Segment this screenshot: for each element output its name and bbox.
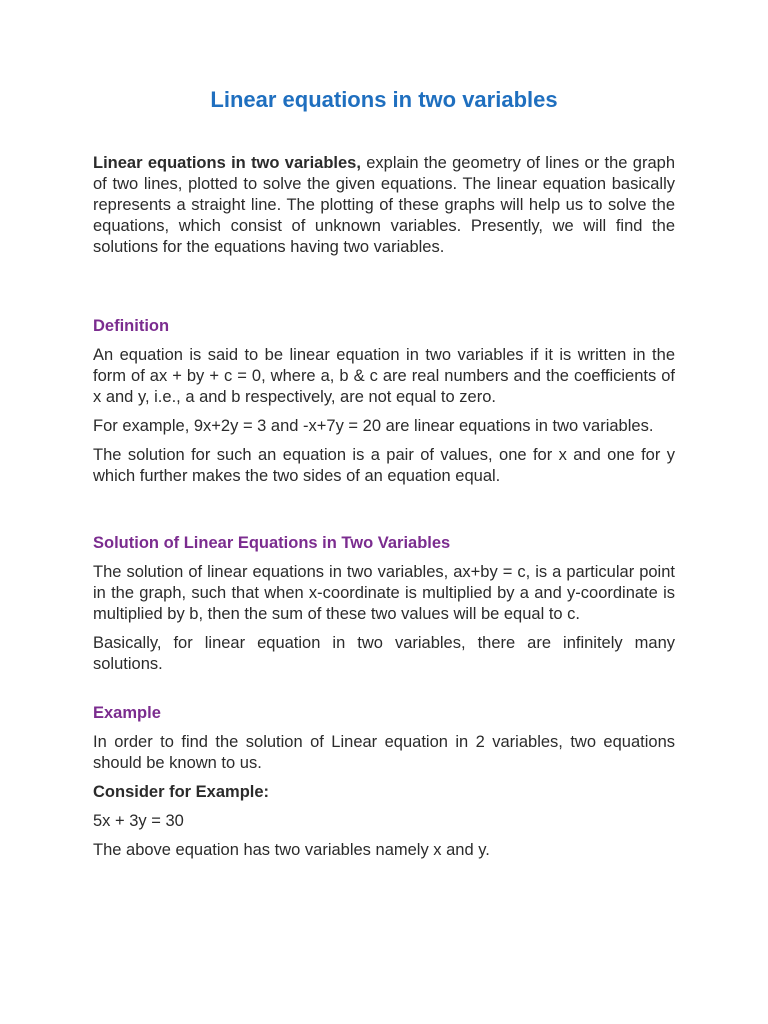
definition-example-paragraph: For example, 9x+2y = 3 and -x+7y = 20 are linear equations in two variables. [93,417,654,435]
definition-heading: Definition [93,317,170,335]
example-equation: 5x + 3y = 30 [93,812,184,830]
solution-heading: Solution of Linear Equations in Two Variables [93,534,451,552]
intro-lead: Linear equations in two variables, [93,154,361,172]
example-closing: The above equation has two variables namely x and y. [93,841,490,859]
definition-solution-paragraph: The solution for such an equation is a pair of values, one for x and one for y which further makes the two sides of an equation equal. [93,446,675,485]
solution-infinite-paragraph: Basically, for linear equation in two variables, there are infinitely many solutions. [93,634,675,673]
definition-paragraph: An equation is said to be linear equation in two variables if it is written in the form of ax + by + c = 0, where a, b & c are real numbers and the coefficients of x and y, i.e., a and b respectively, are not equal to zero. [93,346,675,406]
consider-label: Consider for Example: [93,783,270,801]
intro-text: explain the geometry of lines or the graph of two lines, plotted to solve the given equations. The linear equation basically represents a straight line. The plotting of these graphs will help us to solve the equations, which consist of unknown variables. Presently, we will find the solutions for the equations having two variables. [93,154,676,256]
solution-paragraph: The solution of linear equations in two variables, ax+by = c, is a particular point in the graph, such that when x-coordinate is multiplied by a and y-coordinate is multiplied by b, then the sum of these two values will be equal to c. [93,563,675,623]
intro-paragraph [93,153,675,258]
page-title: Linear equations in two variables [210,87,558,112]
example-heading: Example [93,704,161,722]
example-paragraph: In order to find the solution of Linear equation in 2 variables, two equations should be known to us. [93,733,675,772]
